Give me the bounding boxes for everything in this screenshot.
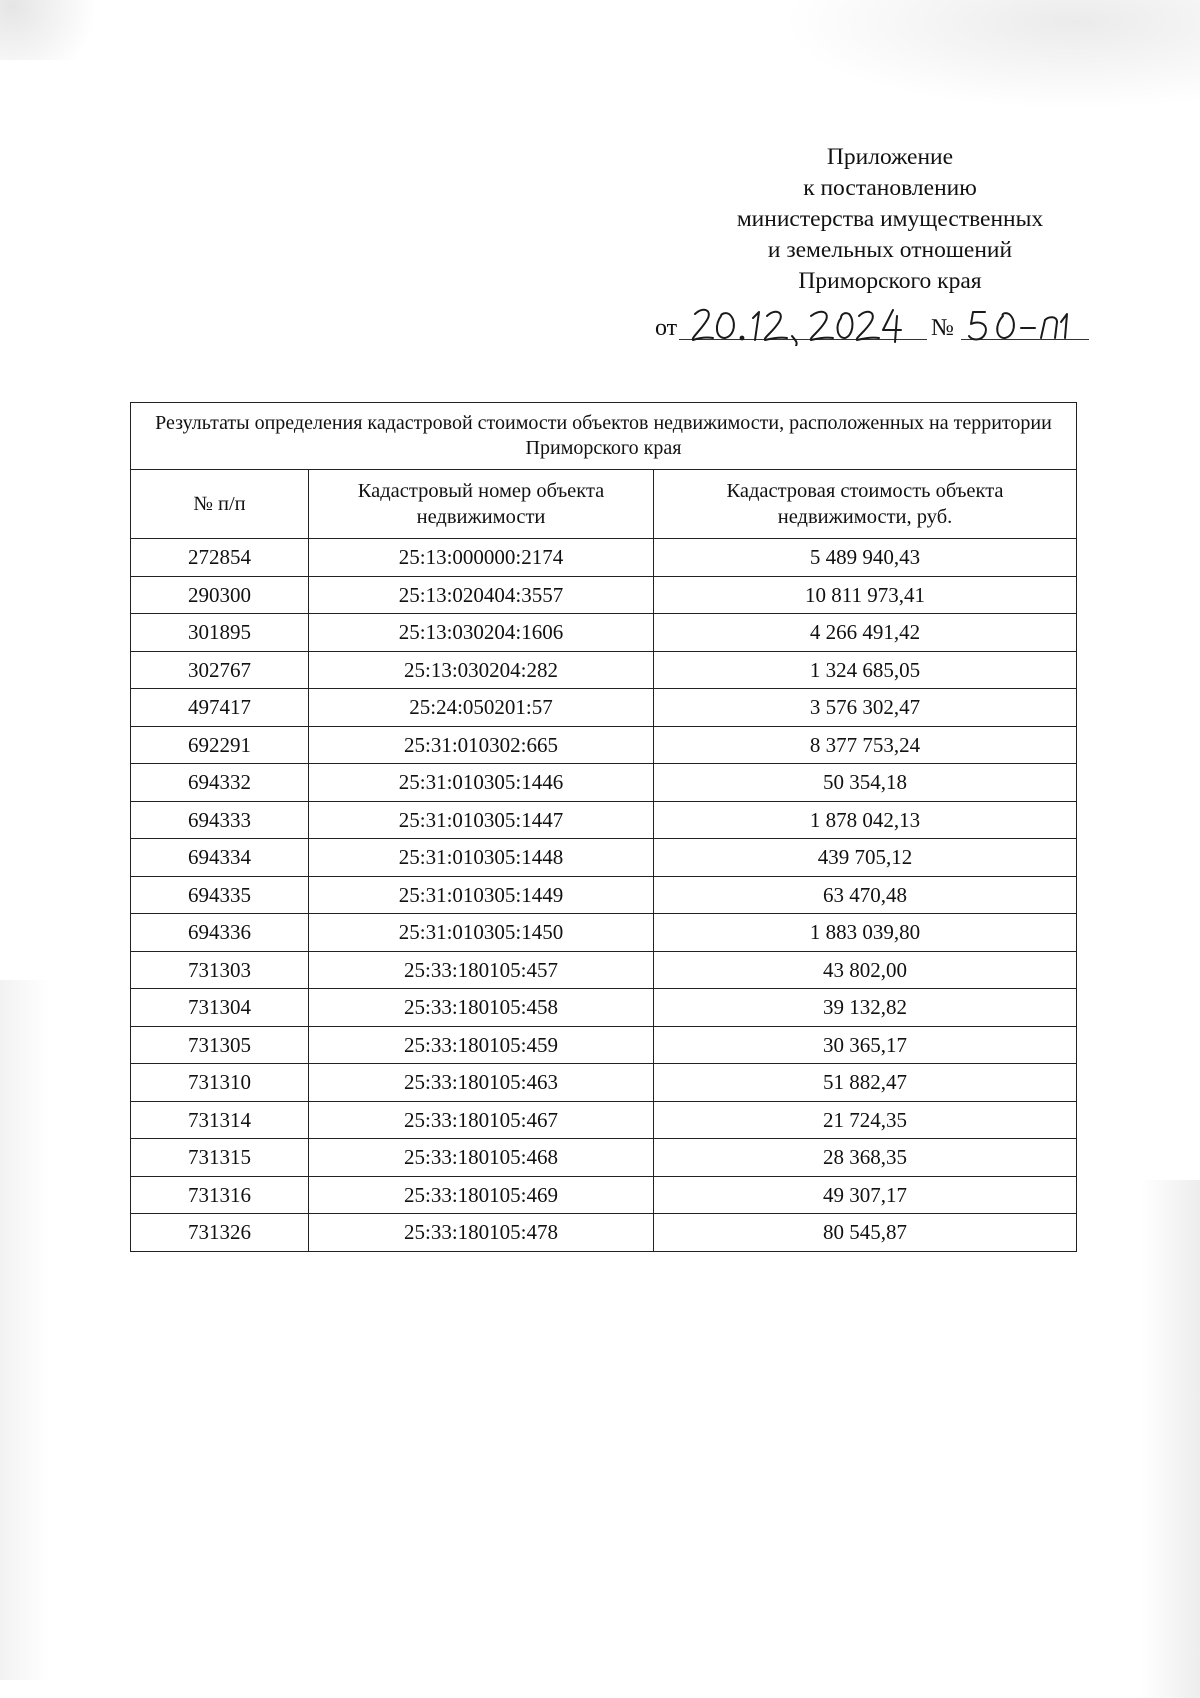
row-cadastral-value: 51 882,47: [654, 1064, 1077, 1102]
header-line: Приложение: [826, 144, 954, 170]
table-row: [131, 576, 1077, 614]
row-index: 694333: [131, 801, 309, 839]
row-cadastral-number: 25:33:180105:459: [309, 1026, 654, 1064]
column-header-cadastral-value: Кадастровая стоимость объекта недвижимости, руб.: [654, 470, 1077, 539]
row-cadastral-number: 25:31:010305:1446: [309, 764, 654, 802]
row-cadastral-number: 25:31:010305:1449: [309, 876, 654, 914]
row-index: 731316: [131, 1176, 309, 1214]
row-cadastral-value: 3 576 302,47: [654, 689, 1077, 727]
table-row: [131, 726, 1077, 764]
row-cadastral-number: 25:31:010302:665: [309, 726, 654, 764]
row-index: 731314: [131, 1101, 309, 1139]
row-cadastral-value: 30 365,17: [654, 1026, 1077, 1064]
row-cadastral-number: 25:33:180105:467: [309, 1101, 654, 1139]
row-cadastral-number: 25:33:180105:478: [309, 1214, 654, 1252]
table-row: [131, 989, 1077, 1027]
header-line: к постановлению: [803, 175, 977, 201]
header-line: Приморского края: [798, 268, 982, 294]
row-index: 694335: [131, 876, 309, 914]
scan-noise: [0, 980, 50, 1680]
table-row: [131, 651, 1077, 689]
row-cadastral-number: 25:33:180105:458: [309, 989, 654, 1027]
row-cadastral-number: 25:31:010305:1450: [309, 914, 654, 952]
row-cadastral-number: 25:33:180105:468: [309, 1139, 654, 1177]
row-index: 302767: [131, 651, 309, 689]
order-reference: [655, 300, 1095, 346]
cadastral-value-table: [130, 402, 1077, 1252]
row-cadastral-number: 25:31:010305:1447: [309, 801, 654, 839]
table-row: [131, 539, 1077, 577]
row-index: 694334: [131, 839, 309, 877]
appendix-header: [690, 142, 1090, 297]
row-index: 731326: [131, 1214, 309, 1252]
scan-noise: [0, 0, 120, 60]
table-row: [131, 1176, 1077, 1214]
table-row: [131, 1139, 1077, 1177]
row-index: 694336: [131, 914, 309, 952]
row-cadastral-number: 25:13:000000:2174: [309, 539, 654, 577]
row-cadastral-number: 25:24:050201:57: [309, 689, 654, 727]
row-cadastral-number: 25:33:180105:457: [309, 951, 654, 989]
row-cadastral-number: 25:13:030204:1606: [309, 614, 654, 652]
table-row: [131, 801, 1077, 839]
table-row: [131, 839, 1077, 877]
number-label: №: [931, 315, 954, 341]
table-row: [131, 1026, 1077, 1064]
row-index: 301895: [131, 614, 309, 652]
row-index: 731303: [131, 951, 309, 989]
column-header-cadastral-number: Кадастровый номер объекта недвижимости: [309, 470, 654, 539]
row-cadastral-value: 39 132,82: [654, 989, 1077, 1027]
table-row: [131, 876, 1077, 914]
row-cadastral-number: 25:33:180105:469: [309, 1176, 654, 1214]
row-cadastral-value: 10 811 973,41: [654, 576, 1077, 614]
row-cadastral-value: 43 802,00: [654, 951, 1077, 989]
row-cadastral-value: 4 266 491,42: [654, 614, 1077, 652]
row-cadastral-value: 8 377 753,24: [654, 726, 1077, 764]
row-index: 731304: [131, 989, 309, 1027]
row-cadastral-value: 1 883 039,80: [654, 914, 1077, 952]
handwritten-signature-marks: [655, 300, 1095, 346]
row-cadastral-value: 21 724,35: [654, 1101, 1077, 1139]
column-header-index: № п/п: [131, 470, 309, 539]
row-index: 692291: [131, 726, 309, 764]
scan-noise: [780, 0, 1200, 110]
row-cadastral-value: 49 307,17: [654, 1176, 1077, 1214]
row-cadastral-value: 1 878 042,13: [654, 801, 1077, 839]
row-index: 731315: [131, 1139, 309, 1177]
row-index: 731305: [131, 1026, 309, 1064]
table-row: [131, 614, 1077, 652]
row-cadastral-number: 25:33:180105:463: [309, 1064, 654, 1102]
row-index: 272854: [131, 539, 309, 577]
table-row: [131, 914, 1077, 952]
table-row: [131, 951, 1077, 989]
table-row: [131, 1214, 1077, 1252]
scan-noise: [1140, 1180, 1200, 1698]
row-cadastral-number: 25:31:010305:1448: [309, 839, 654, 877]
row-cadastral-number: 25:13:020404:3557: [309, 576, 654, 614]
row-index: 694332: [131, 764, 309, 802]
header-line: министерства имущественных: [736, 206, 1044, 232]
row-cadastral-value: 1 324 685,05: [654, 651, 1077, 689]
from-label: от: [655, 315, 678, 341]
row-cadastral-value: 28 368,35: [654, 1139, 1077, 1177]
row-index: 731310: [131, 1064, 309, 1102]
header-line: и земельных отношений: [767, 237, 1013, 263]
row-cadastral-value: 63 470,48: [654, 876, 1077, 914]
table-title: Результаты определения кадастровой стоимости объектов недвижимости, расположенных на территории Приморского края: [131, 403, 1077, 470]
table-row: [131, 764, 1077, 802]
row-cadastral-value: 439 705,12: [654, 839, 1077, 877]
table-row: [131, 1064, 1077, 1102]
row-index: 497417: [131, 689, 309, 727]
table-row: [131, 689, 1077, 727]
row-cadastral-value: 50 354,18: [654, 764, 1077, 802]
row-cadastral-value: 5 489 940,43: [654, 539, 1077, 577]
row-cadastral-number: 25:13:030204:282: [309, 651, 654, 689]
row-index: 290300: [131, 576, 309, 614]
row-cadastral-value: 80 545,87: [654, 1214, 1077, 1252]
table-header-row: [131, 470, 1077, 539]
table-row: [131, 1101, 1077, 1139]
